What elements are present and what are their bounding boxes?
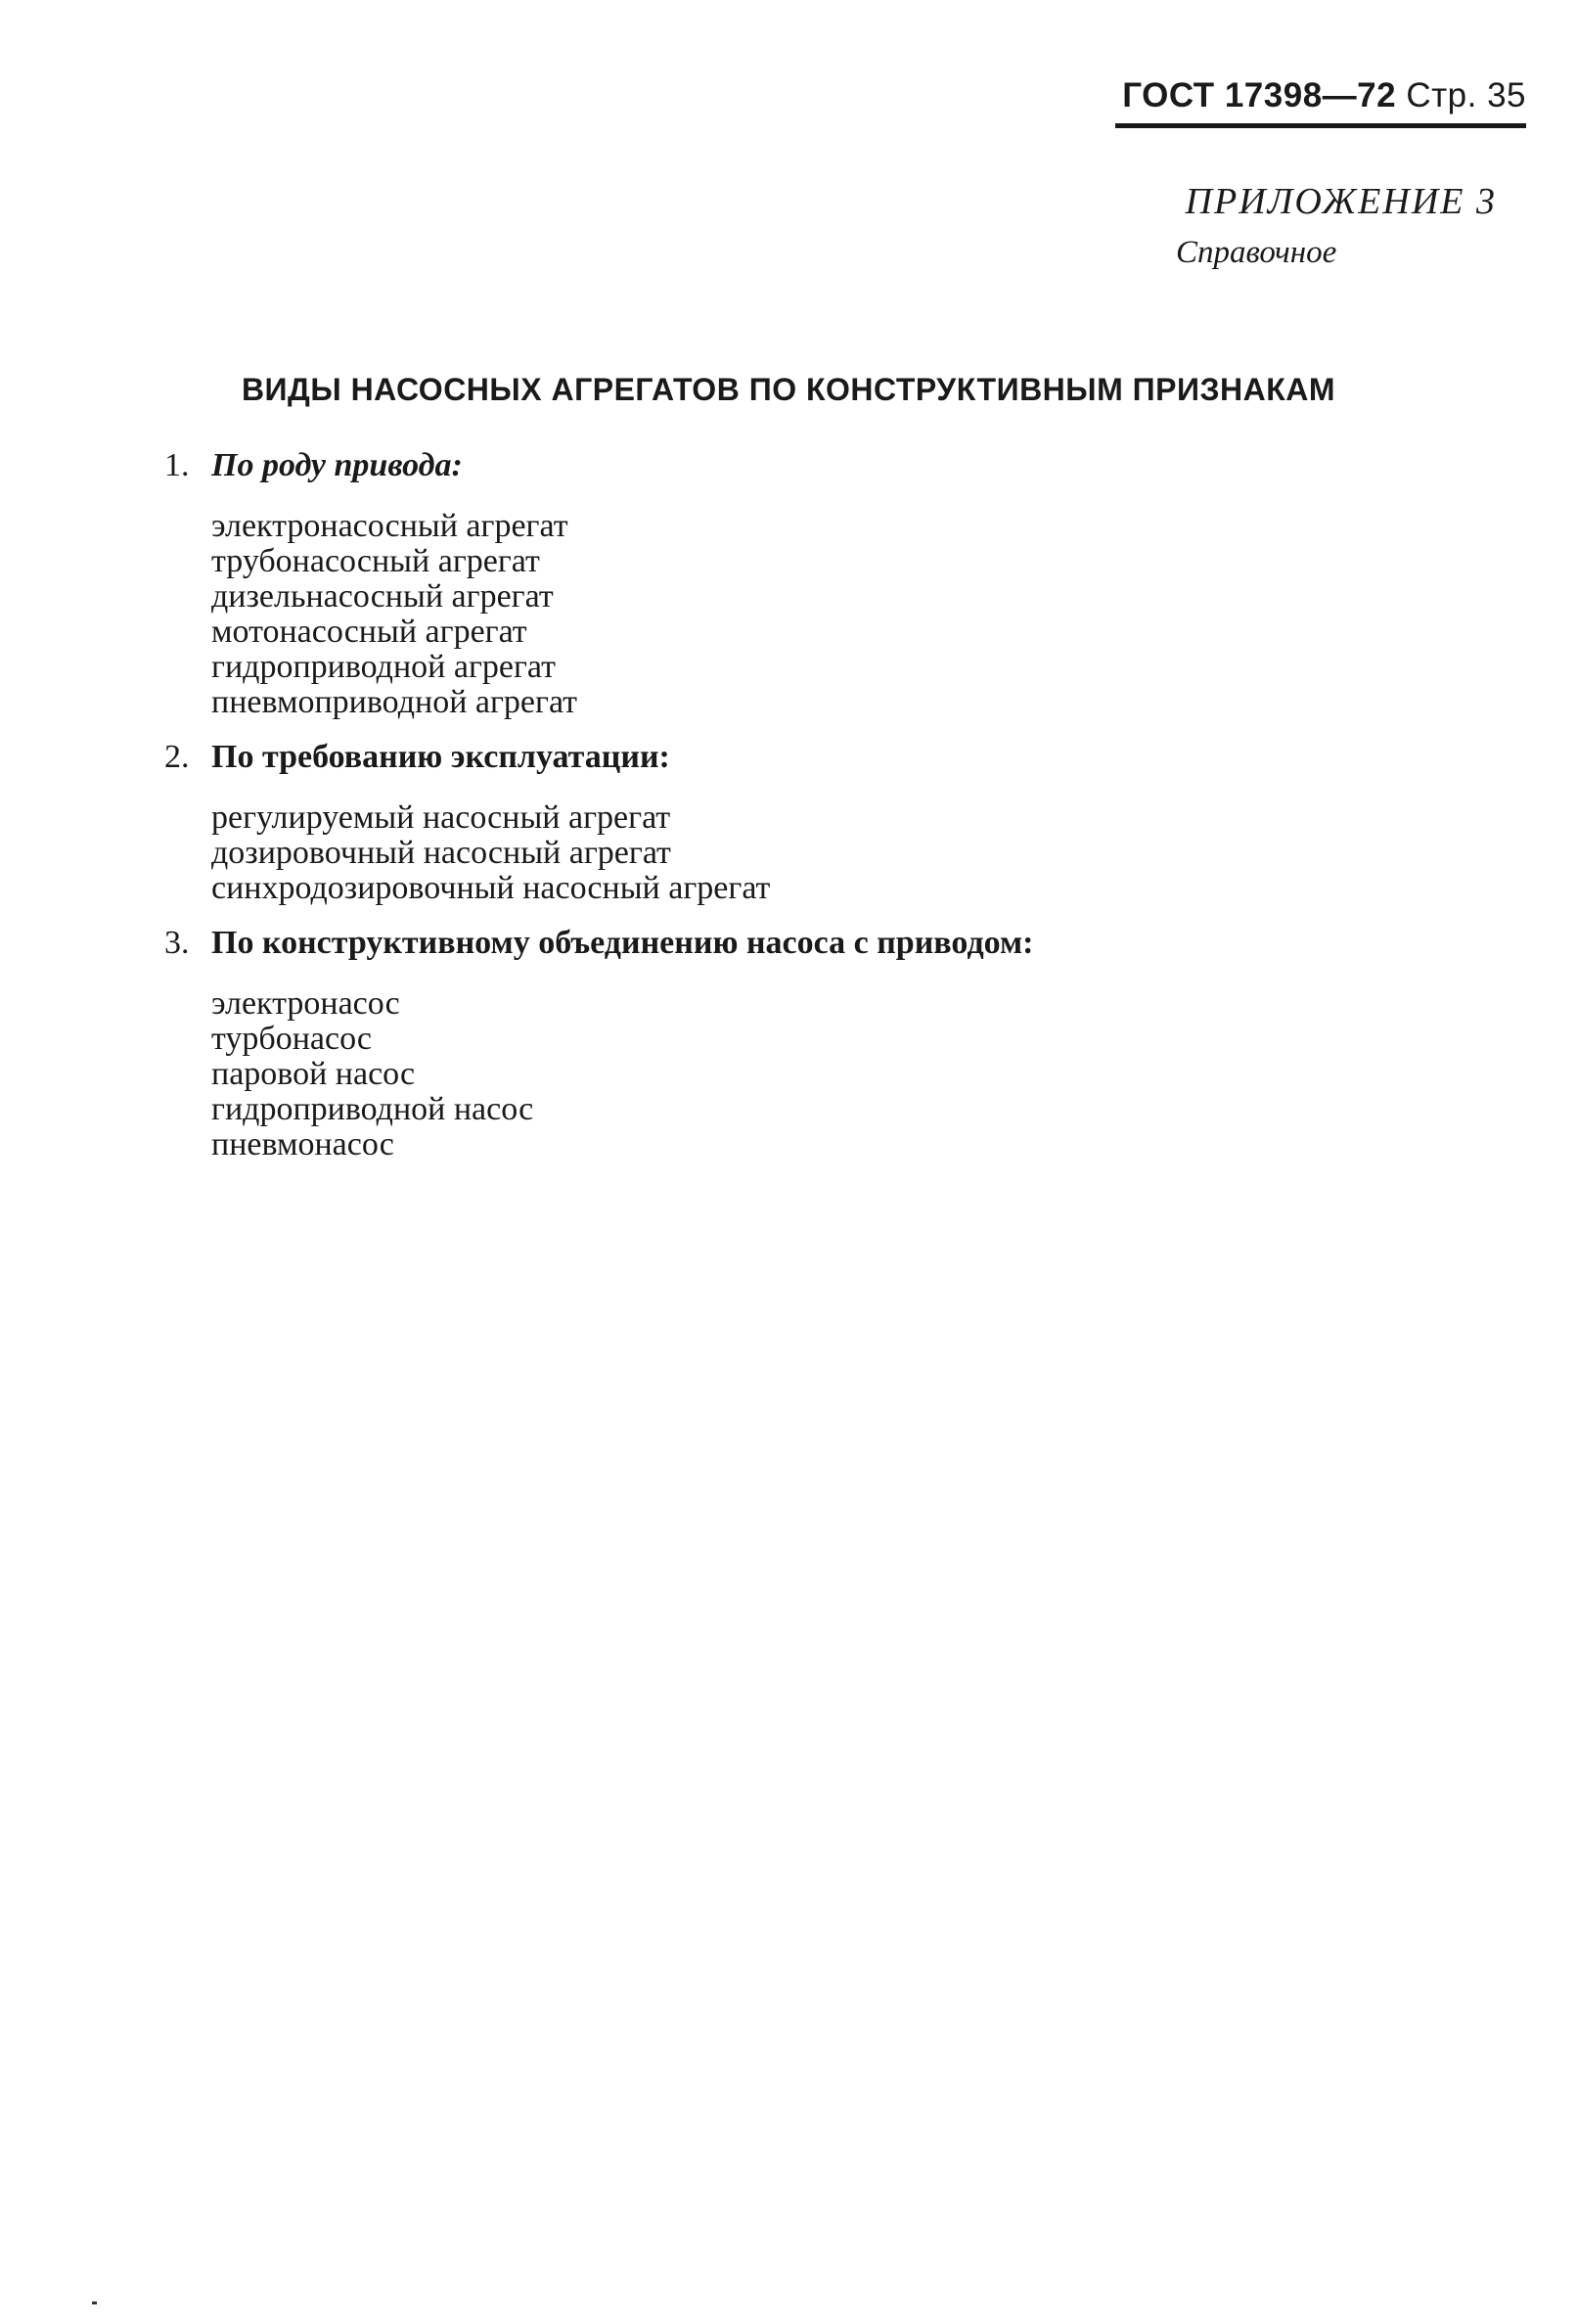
list-item: паровой насос: [211, 1056, 416, 1092]
section-number: 3.: [164, 925, 190, 961]
section-number: 2.: [164, 739, 190, 775]
section-items: [211, 986, 1436, 1162]
list-item: мотонасосный агрегат: [211, 614, 527, 650]
section-drive-type: [164, 442, 1436, 720]
section-items: [211, 509, 1436, 720]
list-item: гидроприводной агрегат: [211, 649, 557, 685]
page-number: Стр. 35: [1406, 76, 1526, 114]
list-item: гидроприводной насос: [211, 1091, 534, 1127]
list-item: регулируемый насосный агрегат: [211, 799, 671, 836]
section-title: По роду привода:: [211, 447, 463, 483]
section-pump-drive-combination: [164, 920, 1436, 1162]
list-item: дозировочный насосный агрегат: [211, 835, 671, 871]
header-rule: [1115, 123, 1526, 128]
list-item: электронасос: [211, 985, 400, 1022]
section-title: По конструктивному объединению насоса с приводом:: [211, 925, 1034, 961]
header-line: [1115, 76, 1526, 115]
document-title: ВИДЫ НАСОСНЫХ АГРЕГАТОВ ПО КОНСТРУКТИВНЫМ ПРИЗНАКАМ: [241, 372, 1336, 407]
list-item: пневмоприводной агрегат: [211, 684, 578, 720]
list-item: трубонасосный агрегат: [211, 543, 540, 579]
section-operation-requirement: [164, 734, 1436, 906]
sections-list: [164, 442, 1436, 1176]
list-item: дизельнасосный агрегат: [211, 578, 554, 615]
doc-code: ГОСТ 17398—72: [1122, 76, 1397, 114]
section-items: [211, 800, 1436, 906]
appendix-block: [1125, 176, 1497, 278]
list-item: электронасосный агрегат: [211, 508, 568, 544]
appendix-subtitle: Справочное: [1176, 235, 1337, 270]
list-item: пневмонасос: [211, 1126, 394, 1162]
section-heading: [164, 920, 1436, 967]
section-title: По требованию эксплуатации:: [211, 739, 670, 775]
page-header: [1115, 76, 1526, 115]
section-heading: [164, 442, 1436, 489]
section-number: 1.: [164, 447, 190, 483]
section-heading: [164, 734, 1436, 781]
scan-speck: [92, 2301, 97, 2304]
appendix-title: ПРИЛОЖЕНИЕ 3: [1185, 181, 1497, 222]
list-item: синхродозировочный насосный агрегат: [211, 870, 771, 906]
list-item: турбонасос: [211, 1021, 373, 1057]
